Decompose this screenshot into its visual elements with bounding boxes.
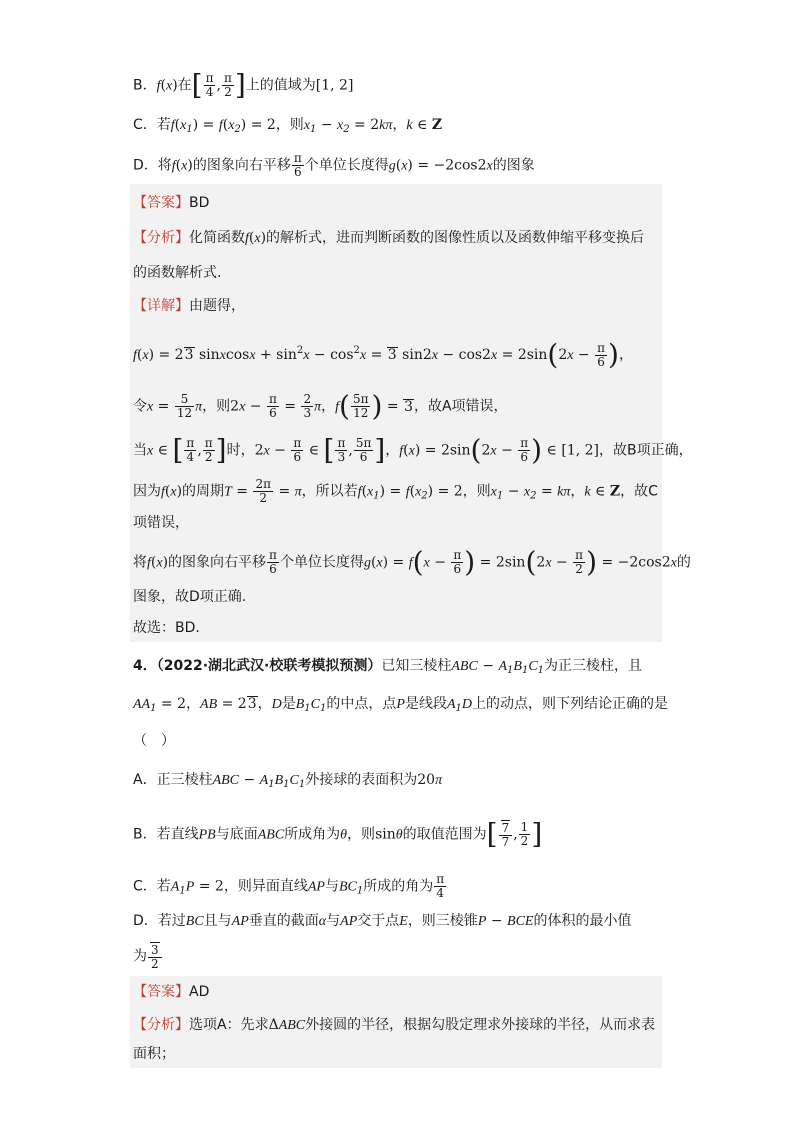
analysis-1-cont: 的函数解析式. (133, 265, 222, 281)
answer-1: 【答案】BD (133, 195, 210, 211)
option-c: C．若$f(x_1) = f(x_2) = 2$，则$x_1 - x_2 = 2k\pi$，k ∈ Z (133, 117, 443, 135)
question-4-cont: $AA_1 = 2$，AB = 23，D是$B_1C_1$的中点，点P是线段$A_1D$上的动点，则下列结论正确的是 (133, 696, 669, 714)
analysis-2-cont: 面积； (133, 1046, 175, 1062)
detail-line-c-cont: 项错误， (133, 515, 189, 531)
detail-line-a: 令x = $\frac{5}{12}$ π，则2x − $\frac{\pi}{6}$ = $\frac{2}{3}$ π，f( $\frac{5\pi}{12}$ ) = 3，故A项错误， (133, 389, 508, 423)
detail-line-d: 将f(x)的图象向右平移 $\frac{\pi}{6}$ 个单位长度得g(x) = f(x − $\frac{\pi}{6}$ ) = 2sin(2x − $\frac{\pi}{2}$ ) = −2cos2x的 (133, 545, 691, 579)
option-b-range: [1, 2] (315, 77, 354, 94)
q4-option-b: B．若直线PB与底面ABC所成角为θ，则sinθ的取值范围为[ $\frac{7}{7}$ , $\frac{1}{2}$ ] (133, 817, 543, 851)
detail-formula: f(x) = 23 sinxcosx + $\sin^2x - \cos^2x = 3$ sin2x − cos2x = 2sin(2x − $\frac{\pi}{6}$ )， (133, 338, 633, 371)
q4-option-d: D．若过BC且与AP垂直的截面α与AP交于点E，则三棱锥P − BCE的体积的最小值 (133, 913, 632, 929)
analysis-2: 【分析】选项A：先求ΔABC外接圆的半径，根据勾股定理求外接球的半径，从而求表 (133, 1017, 656, 1033)
detail-line-c: 因为f(x)的周期T = $\frac{2\pi}{2}$ = π，所以若$f(x_1) = f(x_2) = 2$，则$x_1 - x_2 = k\pi$，k ∈ Z，故C (133, 477, 658, 505)
option-b: B．f(x)在[ $\frac{\pi}{4}$ , $\frac{\pi}{2}$ ]上的值域为[1, 2] (133, 68, 354, 102)
q4-option-c: C．若$A_1P = 2$，则异面直线AP与$BC_1$所成的角为 $\frac{\pi}{4}$ (133, 872, 445, 900)
analysis-1: 【分析】化简函数f(x)的解析式，进而判断函数的图像性质以及函数伸缩平移变换后 (133, 230, 645, 246)
answer-2: 【答案】AD (133, 984, 210, 1000)
detail-line-d-cont: 图象，故D项正确. (133, 589, 247, 605)
detail-1: 【详解】由题得， (133, 298, 245, 314)
detail-conclusion: 故选：BD. (133, 620, 200, 636)
q4-option-a: A．正三棱柱ABC − $A_1B_1C_1$外接球的表面积为20π (133, 772, 443, 790)
q4-option-d-cont: 为 $\frac{3}{2}$ (133, 942, 163, 971)
option-d: D．将f(x)的图象向右平移 $\frac{\pi}{6}$ 个单位长度得g(x) = −2cos2x的图象 (133, 151, 535, 179)
detail-line-b: 当x ∈ [ $\frac{\pi}{4}$ , $\frac{\pi}{2}$ ]时，2x − $\frac{\pi}{6}$ ∈ [ $\frac{\pi}{3}$ , $\frac{5\pi}{6}$ ]，f(x) = 2sin(2x − $\frac{\pi}{6}$ ) ∈ [1, 2]，故B项正确， (133, 433, 693, 467)
question-4-paren: （ ） (133, 733, 175, 749)
question-4: 4．（2022·湖北武汉·校联考模拟预测）已知三棱柱ABC − $A_1B_1C_1$为正三棱柱，且 (133, 658, 643, 676)
